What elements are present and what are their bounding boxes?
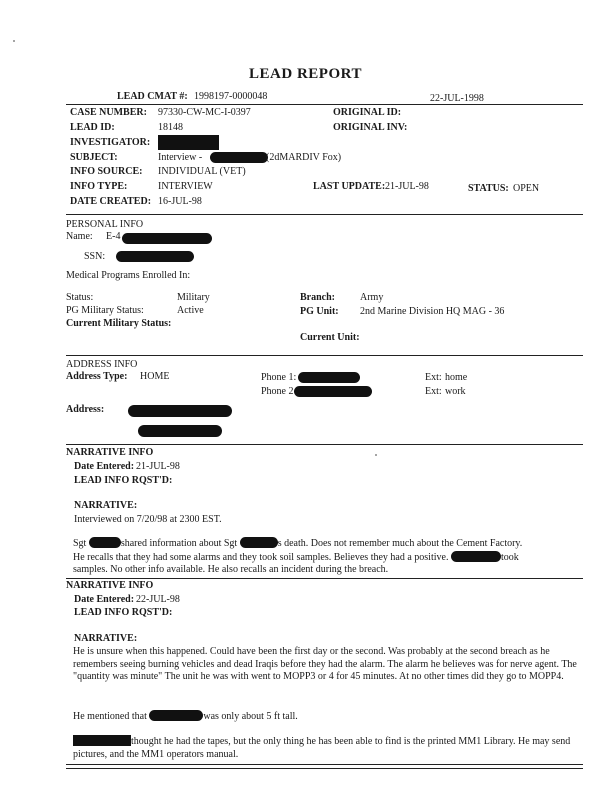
phone2-label: Phone 2 [261,386,294,397]
original-inv-label: ORIGINAL INV: [333,122,408,133]
footer-rule-bottom [66,768,583,769]
status-label: STATUS: [468,183,509,194]
address-line1-redaction [128,405,232,417]
narrative1-text: shared information about Sgt [120,538,238,549]
personal-info-heading: PERSONAL INFO [66,219,144,230]
narrative1-date-entered-label: Date Entered: [74,461,135,472]
branch-value: Army [360,292,384,303]
subject-prefix: Interview - [158,152,203,163]
narrative2-redaction [149,710,203,721]
narrative1-line1: Interviewed on 7/20/98 at 2300 EST. [74,514,222,525]
ext2-label: Ext: [425,386,442,397]
narrative2-paragraph-3 [73,735,581,761]
narrative2-paragraph-1: He is unsure when this happened. Could have been the first day or the second. Was probably at the second breach as he remembers seeing burning vehicles and dead Iraqis before they had the alarm. The alarm he believes was for nerve agent. The "quantity was minute" The unit he was with went to MOPP3 or 4 for 45 minutes. At no other times did they go to MOPP4. [73,646,577,682]
last-update-label: LAST UPDATE: [313,181,386,192]
narrative1-heading: NARRATIVE INFO [66,447,154,458]
narrative1-paragraph [73,537,581,577]
pg-military-status-value: Active [177,305,204,316]
pg-unit-value: 2nd Marine Division HQ MAG - 36 [360,306,505,317]
medical-programs-label: Medical Programs Enrolled In: [66,270,191,281]
investigator-label: INVESTIGATOR: [70,137,151,148]
ssn-redaction [116,251,194,262]
date-created-value: 16-JUL-98 [158,196,202,207]
narrative1-redaction [451,551,501,562]
scan-speck [375,454,377,456]
subject-redaction [210,152,268,163]
original-id-label: ORIGINAL ID: [333,107,402,118]
narrative1-label: NARRATIVE: [74,500,138,511]
narrative2-label: NARRATIVE: [74,633,138,644]
narrative2-date-entered-label: Date Entered: [74,594,135,605]
ext1-value: home [445,372,468,383]
address-label: Address: [66,404,105,415]
narrative1-text: samples. No other info available. He also recalls an incident during the breach. [73,564,389,575]
status-value: OPEN [513,183,540,194]
narrative1-text: s death. Does not remember much about the Cement Factory. [277,538,523,549]
name-redaction [122,233,212,244]
subject-suffix: (2dMARDIV Fox) [266,152,342,163]
info-source-label: INFO SOURCE: [70,166,143,177]
narrative1-rule [66,578,583,579]
narrative1-text: took [500,551,519,563]
narrative1-redaction [240,537,278,548]
last-update-value: 21-JUL-98 [385,181,429,192]
info-type-label: INFO TYPE: [70,181,128,192]
narrative2-heading: NARRATIVE INFO [66,580,154,591]
current-unit-label: Current Unit: [300,332,360,343]
narrative2-paragraph-2 [73,710,581,724]
phone1-redaction [298,372,360,383]
ext1-label: Ext: [425,372,442,383]
personal-rule [66,355,583,356]
lead-cmat-value: 1998197-0000048 [194,91,268,102]
ssn-label: SSN: [84,251,106,262]
pg-unit-label: PG Unit: [300,306,339,317]
header-rule [66,104,583,105]
name-label: Name: [66,231,93,242]
narrative1-rqst-label: LEAD INFO RQST'D: [74,475,173,486]
address-type-value: HOME [140,371,170,382]
info-source-value: INDIVIDUAL (VET) [158,166,246,177]
narrative2-rqst-label: LEAD INFO RQST'D: [74,607,173,618]
phone1-label: Phone 1: [261,372,297,383]
case-rule [66,214,583,215]
narrative2-text: was only about 5 ft tall. [203,711,298,722]
personal-status-value: Military [177,292,210,303]
branch-label: Branch: [300,292,335,303]
case-number-label: CASE NUMBER: [70,107,147,118]
lead-id-value: 18148 [158,122,183,133]
address-rule [66,444,583,445]
pg-military-status-label: PG Military Status: [66,305,144,316]
info-type-value: INTERVIEW [158,181,213,192]
narrative1-date-entered-value: 21-JUL-98 [136,461,180,472]
address-line2-redaction [138,425,222,437]
address-info-heading: ADDRESS INFO [66,359,138,370]
subject-label: SUBJECT: [70,152,118,163]
phone2-redaction [294,386,372,397]
lead-id-label: LEAD ID: [70,122,115,133]
name-prefix: E-4 [106,231,121,242]
current-military-status-label: Current Military Status: [66,318,172,329]
ext2-value: work [445,386,466,397]
personal-status-label: Status: [66,292,94,303]
narrative1-text: Sgt [73,538,87,549]
date-created-label: DATE CREATED: [70,196,152,207]
narrative1-text: He recalls that they had some alarms and they took soil samples. Believes they had a positive. [73,551,449,563]
footer-rule-top [66,764,583,765]
case-number-value: 97330-CW-MC-I-0397 [158,107,251,118]
narrative2-text: thought he had the tapes, but the only thing he has been able to find is the printed MM1 Library. He may send pictures, and the MM1 operators manual. [73,736,571,760]
report-date: 22-JUL-1998 [430,93,484,104]
narrative2-redaction [73,735,131,746]
lead-cmat-label: LEAD CMAT #: [117,91,188,102]
address-type-label: Address Type: [66,371,128,382]
narrative2-date-entered-value: 22-JUL-98 [136,594,180,605]
report-title: LEAD REPORT [249,66,362,82]
narrative2-text: He mentioned that [73,711,147,722]
investigator-redaction [158,135,219,150]
narrative1-redaction [89,537,121,548]
scan-speck [13,40,15,42]
